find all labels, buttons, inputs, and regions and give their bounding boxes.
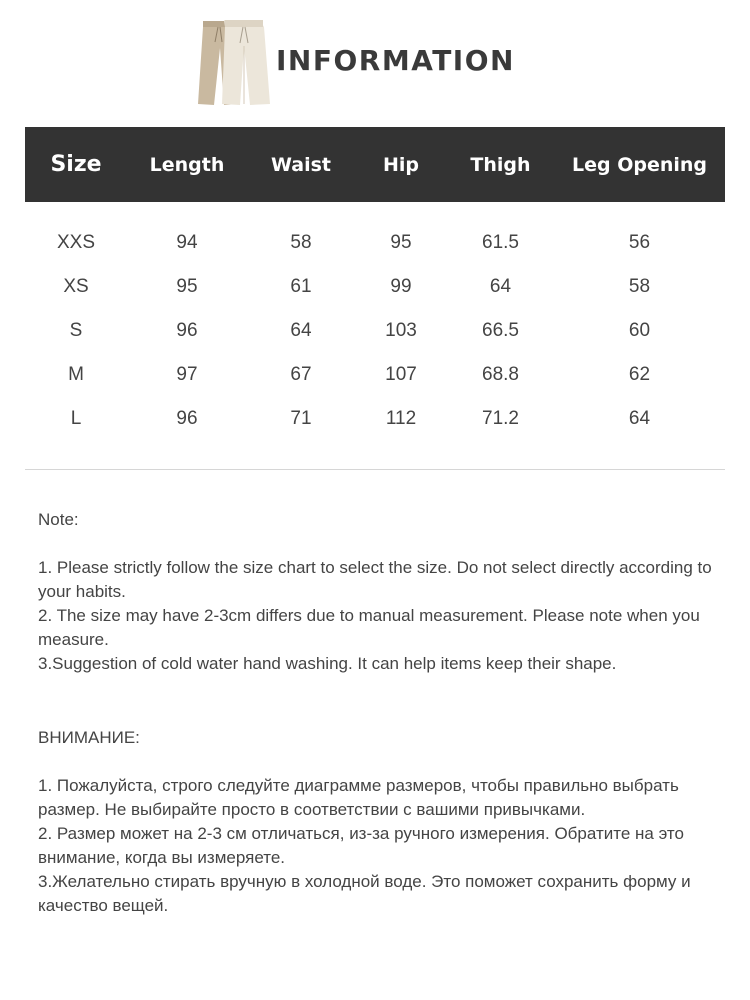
table-row [25, 265, 725, 309]
table-row [25, 221, 725, 265]
table-row [25, 397, 725, 441]
header [0, 0, 750, 127]
column-header-waist: Waist [270, 153, 331, 176]
table-row [25, 353, 725, 397]
table-row [25, 309, 725, 353]
column-header-thigh: Thigh [470, 153, 531, 176]
cell-thigh: 66.5 [482, 320, 519, 341]
cell-size: L [70, 408, 82, 429]
note-item: 1. Please strictly follow the size chart to select the size. Do not select directly according to your habits. [38, 558, 712, 601]
cell-waist: 67 [290, 364, 312, 385]
cell-leg-opening: 58 [628, 276, 651, 297]
cell-leg-opening: 64 [628, 408, 651, 429]
page-title: INFORMATION [276, 44, 515, 77]
column-header-hip: Hip [382, 153, 419, 176]
cell-length: 95 [176, 276, 198, 297]
cell-hip: 95 [390, 232, 412, 253]
notes-english [38, 508, 728, 676]
cell-hip: 103 [385, 320, 417, 341]
cell-thigh: 61.5 [482, 232, 519, 253]
cell-waist: 58 [290, 232, 312, 253]
note-item: 3.Желательно стирать вручную в холодной воде. Это поможет сохранить форму и качество вещей. [38, 872, 691, 915]
table-header [25, 127, 725, 202]
cell-thigh: 71.2 [482, 408, 519, 429]
wide-leg-pants-photo [192, 18, 272, 108]
cell-waist: 64 [290, 320, 312, 341]
cell-waist: 71 [290, 408, 312, 429]
notes-heading: ВНИМАНИЕ: [38, 728, 140, 747]
note-item: 3.Suggestion of cold water hand washing. It can help items keep their shape. [38, 654, 617, 673]
cell-thigh: 68.8 [482, 364, 519, 385]
cell-hip: 107 [385, 364, 417, 385]
cell-length: 94 [176, 232, 198, 253]
cell-size: XS [63, 276, 89, 297]
note-item: 2. Размер может на 2-3 см отличаться, из-за ручного измерения. Обратите на это внимание, когда вы измеряете. [38, 824, 684, 867]
size-table [25, 127, 725, 441]
column-header-length: Length [149, 153, 225, 176]
table-body [25, 202, 725, 441]
cell-size: XXS [56, 232, 96, 253]
cell-size: M [68, 364, 84, 385]
cell-waist: 61 [290, 276, 312, 297]
cell-size: S [69, 320, 83, 341]
divider [25, 469, 725, 470]
cell-leg-opening: 62 [628, 364, 651, 385]
cell-length: 96 [176, 408, 198, 429]
cell-hip: 112 [385, 408, 417, 429]
note-item: 1. Пожалуйста, строго следуйте диаграмме размеров, чтобы правильно выбрать размер. Не выбирайте просто в соответствии с вашими привычками. [38, 776, 679, 819]
cell-thigh: 64 [489, 276, 512, 297]
cell-length: 97 [176, 364, 198, 385]
cell-leg-opening: 56 [628, 232, 651, 253]
cell-length: 96 [176, 320, 198, 341]
notes-heading: Note: [38, 510, 79, 529]
note-item: 2. The size may have 2-3cm differs due to manual measurement. Please note when you measure. [38, 606, 700, 649]
column-header-size: Size [50, 152, 102, 177]
notes-russian [38, 726, 728, 918]
cell-hip: 99 [390, 276, 412, 297]
column-header-leg-opening: Leg Opening [571, 153, 707, 176]
cell-leg-opening: 60 [628, 320, 651, 341]
